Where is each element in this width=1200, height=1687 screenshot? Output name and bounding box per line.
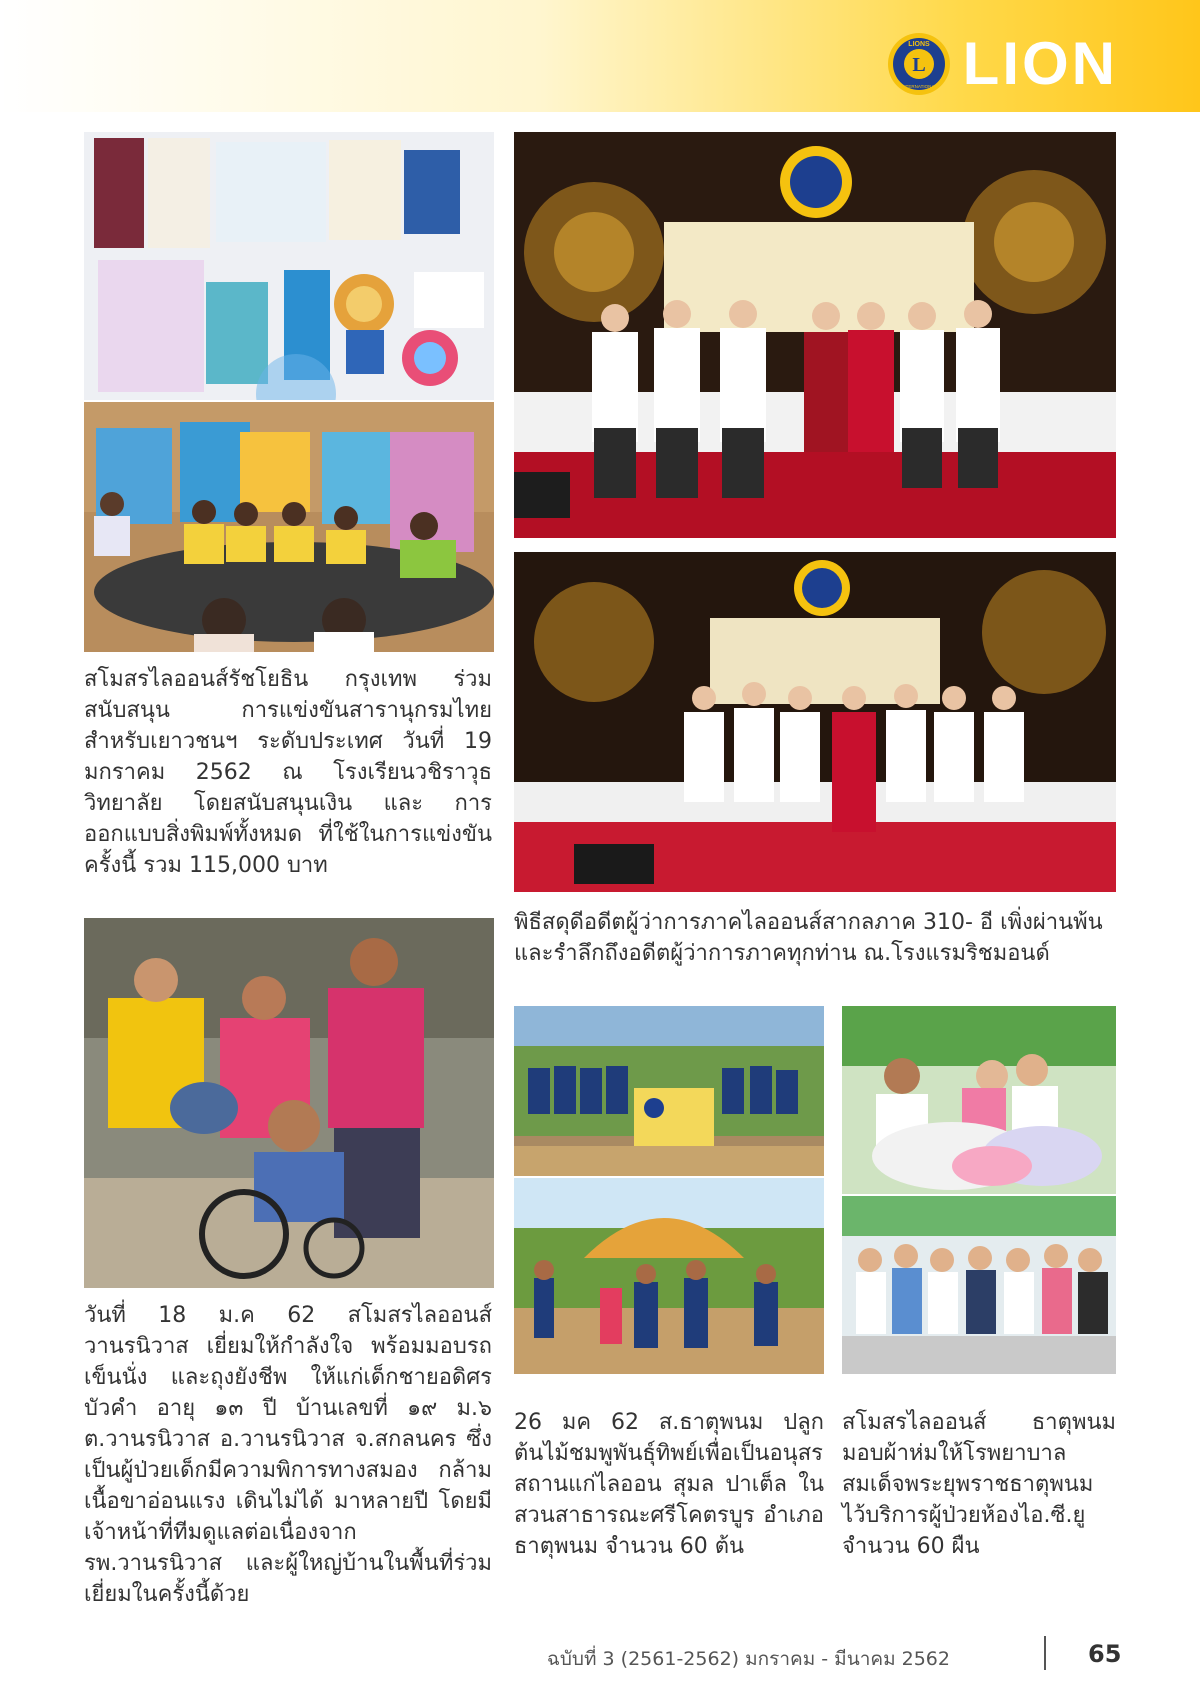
photo-tree-planting-group [514,1006,824,1176]
footer-divider [1044,1636,1046,1670]
caption-tree-planting: 26 มค 62 ส.ธาตุพนม ปลูกต้นไม้ชมพูพันธุ์ทิพย์เพื่อเป็นอนุสรสถานแก่ไลออน สุมล ปาเต็ล ในสวนสาธารณะศรีโคตรบูร อำเภอธาตุพนม จำนวน 60 ต้น [514,1410,824,1559]
page-number: 65 [1088,1640,1122,1668]
photo-tree-planting-park [514,1178,824,1374]
caption-rachayothin: สโมสรไลออนส์รัชโยธิน กรุงเทพ ร่วมสนับสนุน การแข่งขันสารานุกรมไทยสำหรับเยาวชนฯ ระดับประเทศ วันที่ 19 มกราคม 2562 ณ โรงเรียนวชิราวุธ วิทยาลัย โดยสนับสนุนเงิน และ การออกแบบสิ่งพิมพ์ทั้งหมด ที่ใช้ในการแข่งขันครั้งนี้ รวม 115,000 บาท [84,667,492,878]
caption-blanket-donation: สโมสรไลออนส์ ธาตุพนม มอบผ้าห่มให้โรพยาบาลสมเด็จพระยุพราชธาตุพนม ไว้บริการผู้ป่วยห้องไอ.ซี.ยู จำนวน 60 ผืน [842,1410,1116,1559]
photo-posters-collage [84,132,494,400]
photo-blanket-donation [842,1006,1116,1194]
footer-issue-info: ฉบับที่ 3 (2561-2562) มกราคม - มีนาคม 2562 [546,1648,950,1670]
brand-title: LION [962,30,1118,97]
lions-logo [887,32,1118,96]
caption-wanon-visit: วันที่ 18 ม.ค 62 สโมสรไลออนส์วานรนิวาส เยี่ยมให้กำลังใจ พร้อมมอบรถเข็นนั่ง และถุงยังชีพ ให้แก่เด็กชายอดิศร บัวคำ อายุ ๑๓ ปี บ้านเลขที่ ๑๙ ม.๖ ต.วานรนิวาส อ.วานรนิวาส จ.สกลนคร ซึ่งเป็นผู้ป่วยเด็กมีความพิการทางสมอง กล้ามเนื้อขาอ่อนแรง เดินไม่ได้ มาหลายปี โดยมีเจ้าหน้าที่ทีมดูแลต่อเนื่องจาก รพ.วานรนิวาส และผู้ใหญ่บ้านในพื้นที่ร่วมเยี่ยมในครั้งนี้ด้วย [84,1303,492,1607]
photo-blanket-hospital-group [842,1196,1116,1374]
photo-meeting-room [84,402,494,652]
svg-text:INTERNATIONAL: INTERNATIONAL [900,84,937,89]
svg-text:LIONS: LIONS [907,41,930,48]
photo-ceremony-stage-2 [514,552,1116,892]
caption-ceremony: พิธีสดุดีอดีตผู้ว่าการภาคไลออนส์สากลภาค 310- อี เพิ่งผ่านพ้นและรำลึกถึงอดีตผู้ว่าการภาคทุกท่าน ณ.โรงแรมริชมอนด์ [514,910,1103,966]
svg-text:L: L [912,54,926,76]
photo-wheelchair-visit [84,918,494,1288]
photo-ceremony-stage-1 [514,132,1116,538]
lions-emblem-icon [887,32,951,96]
